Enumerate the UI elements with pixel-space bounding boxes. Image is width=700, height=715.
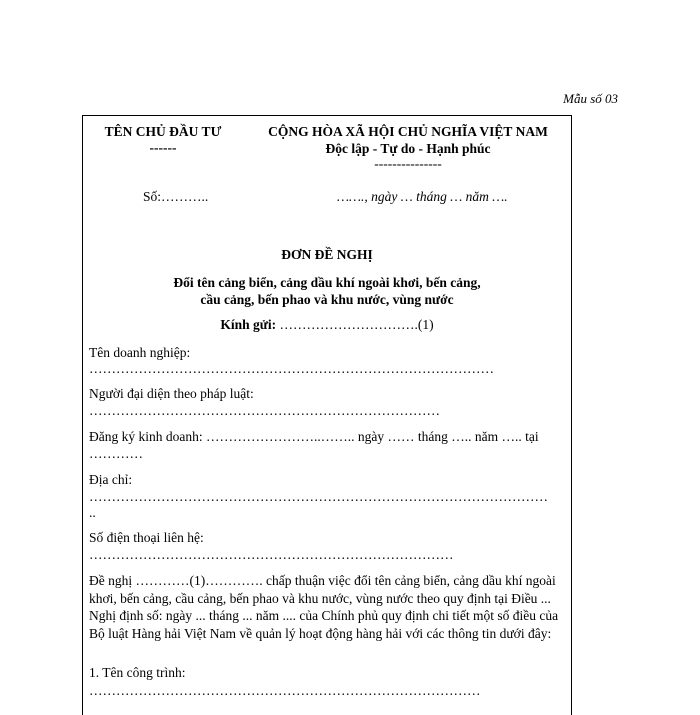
document-subtitle-line-1: Đổi tên cảng biển, cảng dầu khí ngoài khơi, bến cảng,: [173, 275, 481, 290]
section-1-field: ……………………………………………………………………………: [89, 683, 481, 698]
place-date-line: ……., ngày … tháng … năm ….: [337, 189, 508, 204]
addressee-value: ………………………….(1): [276, 317, 434, 332]
investor-title: TÊN CHỦ ĐẦU TƯ: [104, 124, 222, 139]
legal-representative-label: Người đại diện theo pháp luật:: [89, 386, 254, 401]
national-motto: Độc lập - Tự do - Hạnh phúc: [325, 141, 491, 156]
address-field-line-1: …………………………………………………………………………………………: [89, 489, 548, 504]
document-frame: [82, 115, 572, 715]
phone-label: Số điện thoại liên hệ:: [89, 530, 204, 545]
company-name-label: Tên doanh nghiệp:: [89, 345, 191, 360]
addressee-label: Kính gửi:: [220, 317, 277, 332]
legal-representative-field: ……………………………………………………………………: [89, 403, 440, 418]
company-name-field: ………………………………………………………………………………: [89, 361, 494, 376]
country-title: CỘNG HÒA XÃ HỘI CHỦ NGHĨA VIỆT NAM: [268, 124, 548, 139]
investor-rule: ------: [149, 140, 177, 155]
address-field-line-2: ..: [89, 505, 96, 520]
business-registration-line-2: …………: [89, 446, 143, 461]
business-registration-line-1: Đăng ký kinh doanh: ……………………..…….. ngày …… tháng ….. năm ….. tại: [89, 429, 539, 444]
phone-field: ………………………………………………………………………: [89, 547, 454, 562]
addressee-line: [83, 317, 571, 333]
motto-rule: ---------------: [374, 156, 442, 171]
section-1-label: 1. Tên công trình:: [89, 665, 186, 680]
document-number: Số:………..: [143, 189, 209, 204]
document-subtitle-line-2: cầu cảng, bến phao và khu nước, vùng nước: [200, 292, 454, 307]
request-paragraph: Đề nghị …………(1)…………. chấp thuận việc đổi tên cảng biển, cảng dầu khí ngoài khơi, bến cảng, cầu cảng, bến phao và khu nước, vùng nước theo quy định tại Điều ... Nghị định số: ngày ... tháng ... năm .... của Chính phủ quy định chi tiết một số điều của Bộ luật Hàng hải Việt Nam về quản lý hoạt động hàng hải với các thông tin dưới đây:: [89, 573, 559, 641]
document-title: ĐƠN ĐỀ NGHỊ: [281, 247, 373, 262]
form-number: Mẫu số 03: [563, 91, 618, 106]
address-label: Địa chỉ:: [89, 472, 133, 487]
